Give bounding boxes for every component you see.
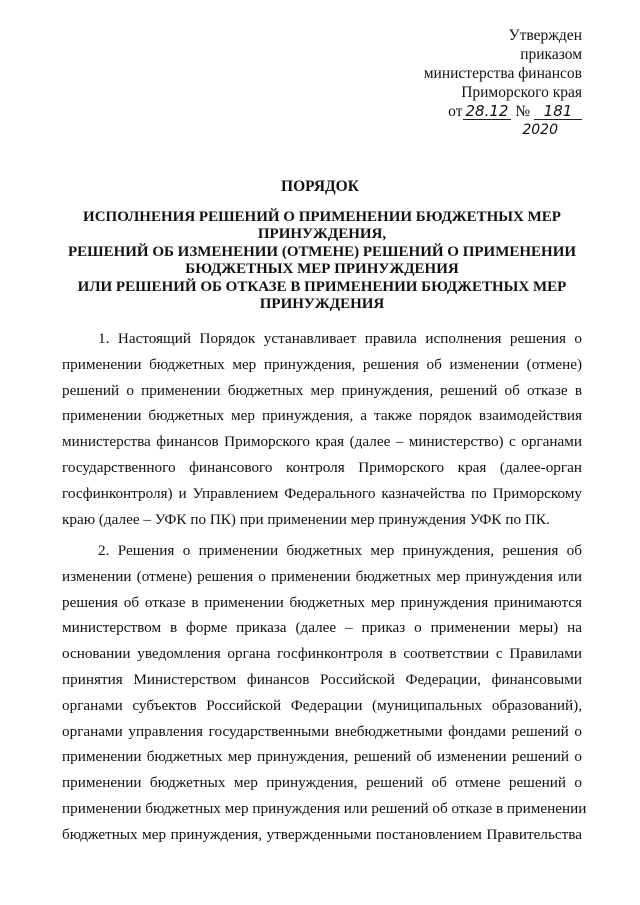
subtitle-line: ПРИНУЖДЕНИЯ, [257, 226, 387, 243]
document-title: ПОРЯДОК [281, 178, 359, 195]
paragraph-line: применении бюджетных мер принуждения, решений об отмене решений о [62, 774, 582, 792]
subtitle-line: ИСПОЛНЕНИЯ РЕШЕНИЙ О ПРИМЕНЕНИИ БЮДЖЕТНЫХ МЕР [83, 209, 561, 225]
paragraph-1 [62, 326, 582, 532]
paragraph-line: министерством в форме приказа (далее – приказ о применении меры) на [62, 619, 582, 637]
paragraph-line: органами субъектов Российской Федерации (муниципальных образований), [62, 696, 582, 714]
paragraph-line: применении бюджетных мер принуждения, решения об изменении (отмене) [62, 355, 582, 373]
paragraph-line: 2. Решения о применении бюджетных мер принуждения, решения об [98, 542, 582, 559]
paragraph-line: бюджетных мер принуждения, утвержденными постановлением Правительства [62, 825, 582, 843]
paragraph-line: 1. Настоящий Порядок устанавливает правила исполнения решения о [98, 330, 582, 347]
subtitle-line: РЕШЕНИЙ ОБ ИЗМЕНЕНИИ (ОТМЕНЕ) РЕШЕНИЙ О ПРИМЕНЕНИИ [67, 243, 577, 260]
paragraph-line: применении бюджетных мер принуждения или решений об отказе в применении [62, 799, 587, 817]
paragraph-line: принятия Министерством финансов Российской Федерации, финансовыми [62, 670, 582, 688]
order-prefix: от [448, 103, 463, 120]
subtitle-line: ПРИНУЖДЕНИЯ [259, 296, 385, 313]
order-number-handwritten: 181 [534, 104, 582, 120]
order-year-handwritten: 2020 [522, 122, 558, 138]
subtitle-line: ИЛИ РЕШЕНИЙ ОБ ОТКАЗЕ В ПРИМЕНЕНИИ БЮДЖЕТНЫХ МЕР [77, 278, 567, 295]
paragraph-line: госфинконтроля) и Управлением Федерального казначейства по Приморскому [62, 484, 582, 502]
paragraph-line: изменении (отмене) решения о применении бюджетных мер принуждения или [62, 567, 582, 585]
paragraph-line: решений о применении бюджетных мер принуждения, решений об отказе в [62, 381, 582, 399]
approval-line-order: приказом [520, 46, 582, 63]
subtitle-line: БЮДЖЕТНЫХ МЕР ПРИНУЖДЕНИЯ [185, 261, 459, 278]
order-date-handwritten: 28.12 [463, 104, 512, 120]
paragraph-line: применении бюджетных мер принуждения, а также порядок взаимодействия [62, 407, 582, 425]
approval-line-approved: Утвержден [508, 27, 582, 44]
paragraph-line: решения об отказе в применении бюджетных мер принуждения принимаются [62, 593, 582, 611]
paragraph-line: органами управления государственными внебюджетными фондами решений о [62, 722, 582, 740]
approval-order-details [382, 102, 582, 121]
approval-line-ministry: министерства финансов [423, 65, 582, 82]
paragraph-line: основании уведомления органа госфинконтроля в соответствии с Правилами [62, 645, 582, 663]
approval-line-region: Приморского края [461, 84, 582, 101]
document-subtitle [52, 209, 592, 313]
paragraph-line: государственного финансового контроля Приморского края (далее-орган [62, 458, 582, 476]
paragraph-2 [62, 538, 587, 848]
paragraph-line: краю (далее – УФК по ПК) при применении мер принуждения УФК по ПК. [62, 510, 550, 528]
order-number-label: № [515, 103, 531, 120]
approval-stamp [382, 26, 582, 121]
paragraph-line: министерства финансов Приморского края (далее – министерство) с органами [62, 433, 582, 451]
paragraph-line: применении бюджетных мер принуждения, решений об изменении решений о [62, 748, 582, 766]
